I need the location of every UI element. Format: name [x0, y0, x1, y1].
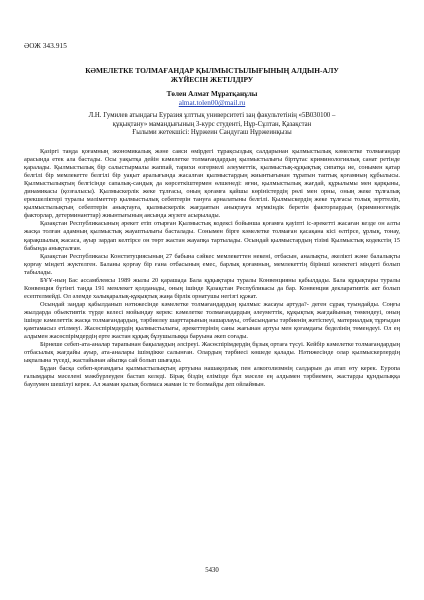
body-paragraph: Бірнеше себеп-ата-аналар тарапынан бақылаудың әлсіреуі. Жасөспірімдердің бұзық ортаға түсуі. Кейбір кәмелетке толмағандардың отбасылық жағдайы ауыр, ата-аналары ішімдікке салынған. Олардың тәрбиесі көшеде қалады. Нәтижесінде олар қылмыскерлердің ықпалына түседі, жастайынан айыпқа сай болып шығады.: [24, 341, 400, 365]
body-paragraph: Бұдан басқа себеп-қоғамдағы қылмыстылықтың артуына нашақорлық пен алкоголизмнің салдарын да атап өту керек. Еуропа ғалымдары мәселені мәжбүрлеуден бастап келеді. Бірақ біздің елімізде бұл мәселе ең алдымен тәрбиемен, жастарды құндылыққа баулумен шешілуі керек. Ал жаман қылық болмаса жаман іс те болмайды деп ойлаймын.: [24, 365, 400, 389]
affiliation-block: [40, 112, 384, 138]
affiliation-line-3: Ғылыми жетекшісі: Нұржеин Сандугаш Нұржеинқызы: [132, 129, 292, 137]
article-title: [30, 66, 394, 84]
affiliation-line-1: Л.Н. Гумилев атындағы Еуразия ұлттық университеті заң факультетінің «5В030100 –: [88, 112, 336, 119]
body-paragraph: БҰҰ-ның Бас ассамблеясы 1989 жылы 20 қарашада Бала құқықтары туралы Конвенцияны қабылдады. Бала құқықтары туралы Конвенция бүгінгі таңда 191 мемлекет қолданады, оның ішінде Қазақстан Республикасы да бар. Конвенция декларативтік акт болып есептелмейді. Ол әлемде халықаралық-құқықтық жаңа бірлік орнатушы негізгі құжат.: [24, 276, 400, 300]
author-block: [0, 90, 424, 108]
title-line-1: КӘМЕЛЕТКЕ ТОЛМАҒАНДАР ҚЫЛМЫСТЫЛЫҒЫНЫҢ АЛДЫН-АЛУ: [85, 66, 339, 75]
author-name: Төлен Алмат Мұратқанұлы: [166, 90, 258, 98]
body-paragraph: Осындай заңдар қабылданып нәтижесінде кәмелетке толмағандардың қылмыс жасауы артуда?- деген сұрақ туындайды. Соңғы жылдарда обьективтік түрде келесі мойындау керек: кәмелетке толмағандардың әлеуметтік, құқықтық жағдайының төмендеуі, оның ішінде кәмелеттік жасқа толмағандардың, тәрбиелеу шарттарының нашарлауы, отбасындағы тәрбиенің жетіспеуі, материалдық тұрғыдан қамтамасыз етілмеуі. Жасөспірімдердің қылмыстылығы, әрекеттерінің саны жағынан артуы мен қоғамдағы беделінің төмендеуі. Ол ең алдымен жасөспірімдердің ерте жастан құқық бұзушылыққа баруына әкеп соғады.: [24, 300, 400, 341]
body-paragraph: Қазақстан Республикасының әрекет етіп отырған Қылмыстық кодексі бойынша қоғамға қауіпті іс-әрекетті жасаған кезде он алты жасқа толған адамның қылмыстық жауаптылығы басталады. Сонымен бірге кәмелетке толмаған қасақана кісі өлтірсе, ұрлық, тонау, қарақшылық жасаса, ауыр зардап келтірсе он төрт жастан жауапқа тартылады. Осындай қылмыстардың тізімі Қылмыстық кодекстің 15 бабында анықталған.: [24, 220, 400, 252]
affiliation-line-2: құқықтану» мамандығының 3-курс студенті, Нұр-Сұлтан, Қазақстан: [112, 120, 312, 128]
body-paragraph: Қазіргі таңда қоғамның экономикалық және саяси өмірдегі тұрақсыздық салдарынан қылмыстылық кәмелетке толмағандар арасында етек ала бастады. Осы уақытқа дейін кәмелетке толмағандардың қылмыстылығы біртұтас криминологиялық санат ретінде қаралады. Қылмыстылық бір салыстырмалы жаппай, тарихи өзгермелі әлеуметтік, қылмыстық-құқықтық сипатқа ие, сонымен қатар белгілі бір мемлекетте белгілі бір уақыт аралығында жасалған қылмыстардың жиынтығынан тұратын таптық қоғамның құбылысы. Қылмыстылықтың белгісінде сапалық-сандық да көрсеткіштермен өлшенеді: яғни, қылмыстылық жағдай, құрылымы мен қарқыны, динамикасы (қозғалысы). Қылмыскерлік жеке тұлғасы, оның қоғамға қайшы көріністердің рөлі мен орны, оның жеке тұлғалық ерекшеліктері туралы мәліметтер қылмыстылық себептерін тануға арналатыны белгілі. Қылмыскердің жеке тұлғасы толық зерттеліп, қылмыстылықтың себептерін анықтауға, қылмыскерлік жағдаятын анықтауға мүмкіндік беретін факторлардың (криминогендік факторлар, детерминанттар) жиынтығының аясында жүзеге асырылады.: [24, 148, 400, 220]
author-email-link[interactable]: almat.tolen00@mail.ru: [178, 99, 246, 107]
udc-code: ӘОЖ 343.915: [24, 42, 67, 50]
body-paragraph: Қазақстан Республикасы Конституциясының 27 бабына сәйкес мемлекеттен некені, отбасын, аналықты, әкелікті және балалықты қорғау міндеті жүктелген. Баланы қорғау бір ғана отбасының емес, барлық қоғамның, мемлекеттің бірінші кезектегі міндеті болып табылады.: [24, 252, 400, 276]
article-body: [24, 148, 400, 389]
page-number: 5430: [205, 567, 219, 574]
title-line-2: ЖҮЙЕСІН ЖЕТІЛДІРУ: [170, 75, 254, 85]
